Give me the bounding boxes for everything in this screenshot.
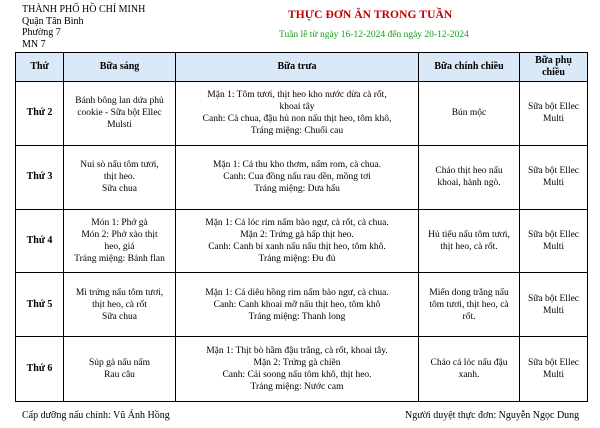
col-header-lunch: Bữa trưa (176, 53, 419, 82)
lunch-line: Tráng miệng: Dưa hấu (254, 184, 340, 195)
lunch-line: Tráng miệng: Thanh long (248, 311, 346, 322)
lunch-line: Tráng miệng: Nước cam (250, 382, 344, 393)
snack-cell (520, 209, 588, 273)
lunch-cell (176, 145, 419, 209)
lunch-line: Canh: Cải soong nấu tôm khô, thịt heo. (222, 370, 372, 381)
table-row (16, 337, 588, 402)
breakfast-line: heo, giá (104, 241, 135, 252)
table-row (16, 209, 588, 273)
lunch-cell (176, 273, 419, 337)
lunch-line: Tráng miệng: Đu đủ (258, 253, 336, 264)
snack-line: Multi (542, 178, 565, 189)
lunch-cell (176, 82, 419, 146)
breakfast-line: Mì trứng nấu tôm tươi, (75, 287, 164, 298)
lunch-line: Canh: Canh khoai mỡ nấu thịt heo, tôm khô (213, 299, 381, 310)
lunch-cell (176, 209, 419, 273)
breakfast-line: Tráng miệng: Bánh flan (74, 253, 165, 264)
lunch-line: Canh: Cua đồng nấu rau dền, mồng tơi (223, 172, 371, 183)
day-cell: Thứ 5 (16, 273, 64, 337)
menu-title: THỰC ĐƠN ĂN TRONG TUẦN (288, 9, 453, 21)
lunch-line: Tráng miệng: Chuối cau (250, 126, 344, 137)
table-header-row (16, 53, 588, 82)
district-name: Quận Tân Bình (22, 15, 84, 27)
snack-line: Sữa bột Ellec (527, 229, 580, 240)
school-name: MN 7 (22, 38, 46, 50)
afternoon-cell (419, 337, 520, 402)
lunch-line: Mặn 1: Thịt bò hầm đậu trắng, cà rốt, khoai tây. (206, 346, 388, 357)
snack-cell (520, 337, 588, 402)
col-header-afternoon: Bữa chính chiều (419, 53, 520, 82)
cook-signature: Cấp dưỡng nấu chính: Vũ Ánh Hồng (22, 410, 170, 421)
lunch-line: Mặn 1: Cá thu kho thơm, nấm rom, cà chua. (212, 160, 382, 171)
lunch-line: Mặn 1: Cá diêu hồng rim nấm bào ngư, cà chua. (205, 287, 389, 298)
afternoon-line: Hủ tiếu nấu tôm tươi, (428, 229, 510, 240)
afternoon-cell (419, 273, 520, 337)
lunch-line: Mặn 2: Trứng gà hấp thịt heo. (240, 229, 354, 240)
afternoon-line: Bún mộc (451, 108, 487, 119)
school-header (22, 4, 145, 50)
snack-line: Sữa bột Ellec (527, 293, 580, 304)
breakfast-line: Món 2: Phở xào thịt (81, 229, 158, 240)
breakfast-line: Bánh bông lan dứa phủ (75, 96, 164, 107)
breakfast-line: Mulsti (107, 120, 132, 131)
col-header-day: Thứ (16, 53, 64, 82)
afternoon-line: thịt heo, cà rốt. (440, 241, 498, 252)
lunch-cell (176, 337, 419, 402)
day-cell: Thứ 6 (16, 337, 64, 402)
day-cell: Thứ 2 (16, 82, 64, 146)
afternoon-cell (419, 145, 520, 209)
breakfast-cell (64, 145, 176, 209)
lunch-line: Mặn 1: Tôm tươi, thịt heo kho nước dừa cà rốt, (207, 90, 387, 101)
menu-body (16, 82, 588, 402)
afternoon-cell (419, 209, 520, 273)
col-header-breakfast: Bữa sáng (64, 53, 176, 82)
breakfast-cell (64, 337, 176, 402)
lunch-line: Canh: Canh bí xanh nấu nấu thịt heo, tôm khô. (208, 241, 386, 252)
snack-line: Sữa bột Ellec (527, 166, 580, 177)
city-name: THÀNH PHỐ HỒ CHÍ MINH (22, 4, 146, 15)
breakfast-line: Sữa chua (102, 311, 137, 322)
afternoon-line: Cháo cá lóc nấu đậu (430, 358, 508, 369)
snack-line: Multi (542, 114, 565, 125)
afternoon-line: Miến dong trắng nấu (429, 287, 509, 298)
lunch-line: Canh: Cà chua, đậu hủ non nấu thịt heo, tôm khô, (202, 114, 392, 125)
breakfast-cell (64, 82, 176, 146)
breakfast-line: Sữa chua (102, 184, 137, 195)
afternoon-line: Cháo thịt heo nấu (435, 166, 503, 177)
week-range: Tuần lễ từ ngày 16-12-2024 đến ngày 20-12-2024 (279, 30, 469, 40)
afternoon-line: rốt. (462, 311, 476, 322)
snack-cell (520, 145, 588, 209)
table-row (16, 82, 588, 146)
afternoon-line: tôm tươi, thịt heo, cà (429, 299, 509, 310)
breakfast-cell (64, 209, 176, 273)
breakfast-line: Nui sò nấu tôm tươi, (80, 160, 159, 171)
snack-line: Sữa bột Ellec (527, 102, 580, 113)
snack-cell (520, 82, 588, 146)
breakfast-line: Món 1: Phở gà (91, 217, 148, 228)
menu-table (15, 52, 588, 402)
lunch-line: Mặn 1: Cá lóc rim nấm bào ngư, cà rốt, cà chua. (205, 217, 389, 228)
table-row (16, 145, 588, 209)
breakfast-cell (64, 273, 176, 337)
lunch-line: Mặn 2: Trứng gà chiên (253, 358, 341, 369)
col-header-snack: Bữa phụ chiều (520, 53, 588, 82)
approver-signature: Người duyệt thực đơn: Nguyễn Ngọc Dung (405, 410, 580, 421)
table-row (16, 273, 588, 337)
breakfast-line: Súp gà nấu nấm (89, 358, 150, 369)
afternoon-line: khoai, hành ngò. (437, 178, 501, 189)
breakfast-line: thịt heo, cà rốt (92, 299, 147, 310)
day-cell: Thứ 3 (16, 145, 64, 209)
snack-line: Multi (542, 305, 565, 316)
snack-line: Multi (542, 241, 565, 252)
snack-cell (520, 273, 588, 337)
breakfast-line: cookie - Sữa bột Ellec (77, 108, 162, 119)
snack-line: Sữa bột Ellec (527, 358, 580, 369)
breakfast-line: thịt heo. (103, 172, 136, 183)
breakfast-line: Rau câu (104, 370, 135, 381)
lunch-line: khoai tây (279, 102, 315, 113)
day-cell: Thứ 4 (16, 209, 64, 273)
afternoon-cell (419, 82, 520, 146)
ward-name: Phường 7 (22, 27, 61, 38)
afternoon-line: xanh. (458, 370, 480, 381)
snack-line: Multi (542, 370, 565, 381)
